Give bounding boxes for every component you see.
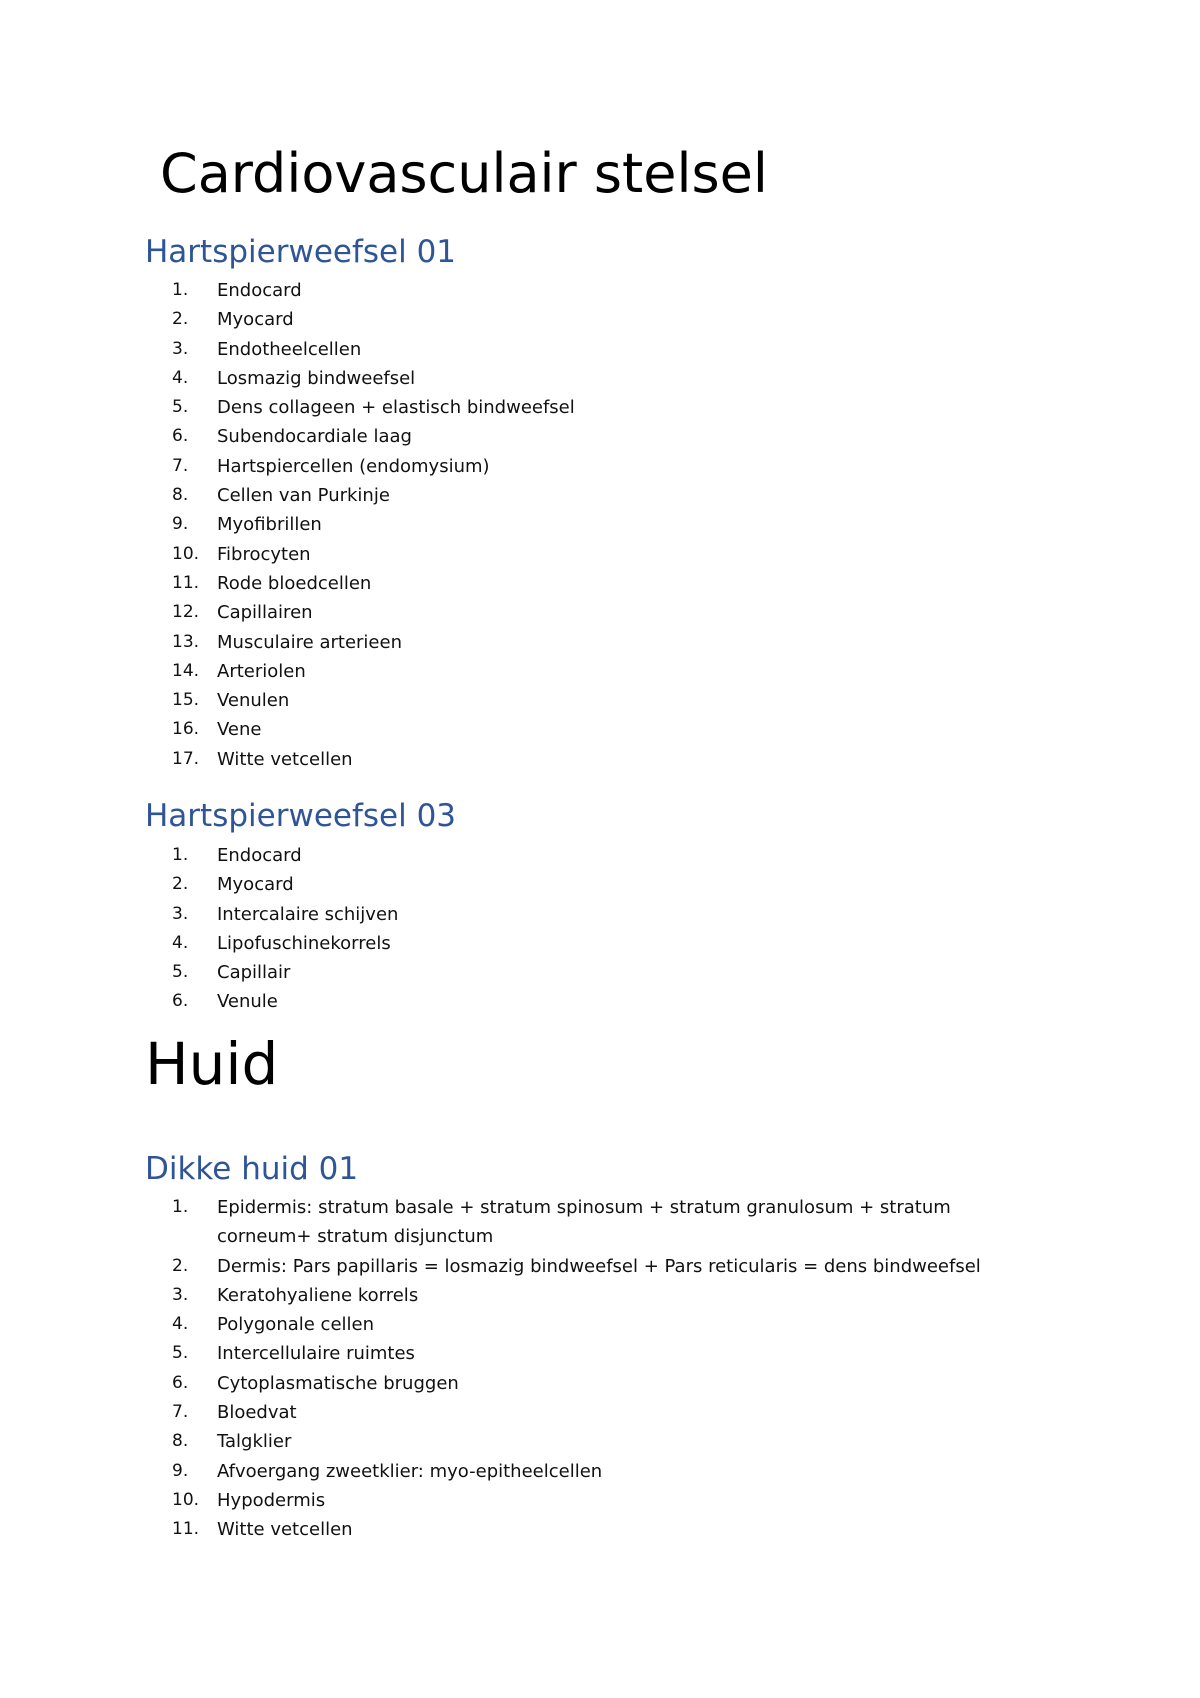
list-item-number: 4. (172, 367, 189, 388)
list-item-text: Bloedvat (217, 1402, 297, 1424)
list-item-number: 1. (172, 845, 189, 865)
list-item-number: 8. (172, 485, 189, 506)
list-item-number: 7. (172, 1402, 189, 1423)
list-item-number: 6. (172, 426, 189, 447)
list-item-number: 7. (172, 455, 189, 476)
list-item-text: Myocard (217, 309, 294, 331)
list-item-number: 4. (172, 1314, 189, 1335)
list-item-text: Endotheelcellen (217, 338, 362, 360)
list-item-text: Subendocardiale laag (217, 426, 412, 448)
list-item-number: 14. (172, 660, 200, 681)
list-item-text: Venule (217, 991, 278, 1013)
list-item-number: 9. (172, 514, 189, 535)
list-item-text: Witte vetcellen (217, 748, 353, 770)
list-item-text: Fibrocyten (217, 543, 311, 565)
list-item-text: Afvoergang zweetklier: myo-epitheelcellen (217, 1460, 603, 1482)
list-item-number: 3. (172, 1284, 189, 1305)
list-item-number: 4. (172, 932, 189, 953)
list-item-text: Witte vetcellen (217, 1519, 353, 1541)
list-item-text: Polygonale cellen (217, 1314, 375, 1336)
list-item-text: Hypodermis (217, 1489, 326, 1511)
list-item-number: 1. (172, 1197, 189, 1217)
list-item-number: 12. (172, 602, 200, 623)
list-item-number: 5. (172, 1343, 189, 1364)
list-item-number: 1. (172, 280, 189, 300)
list-item-number: 2. (172, 874, 189, 895)
list-item-number: 11. (172, 572, 200, 593)
list-item-text: Dens collageen + elastisch bindweefsel (217, 397, 575, 419)
list-item-number: 6. (172, 991, 189, 1012)
chapter-title-huid: Huid (145, 1030, 279, 1098)
section-heading-hartspierweefsel-03: Hartspierweefsel 03 (145, 798, 457, 834)
list-item-text: Myofibrillen (217, 514, 322, 536)
list-item-number: 3. (172, 903, 189, 924)
list-item-number: 2. (172, 1255, 189, 1276)
list-item-text: Hartspiercellen (endomysium) (217, 455, 490, 477)
list-item-text: Keratohyaliene korrels (217, 1284, 419, 1306)
list-item-text: Lipofuschinekorrels (217, 932, 391, 954)
list-item-number: 8. (172, 1431, 189, 1452)
list-item-number: 9. (172, 1460, 189, 1481)
list-item-text: Cytoplasmatische bruggen (217, 1372, 459, 1394)
list-item-text: Talgklier (217, 1431, 292, 1453)
list-item-number: 10. (172, 1489, 200, 1510)
list-item-text: Capillairen (217, 602, 313, 624)
list-item-text: Epidermis: stratum basale + stratum spinosum + stratum granulosum + stratum corneum+ stratum disjunctum (217, 1197, 951, 1248)
list-item-text: Intercalaire schijven (217, 903, 399, 925)
list-item-text: Dermis: Pars papillaris = losmazig bindweefsel + Pars reticularis = dens bindweefsel (217, 1255, 981, 1277)
list-item-number: 3. (172, 338, 189, 359)
list-item-text: Endocard (217, 280, 302, 301)
list-item-text: Losmazig bindweefsel (217, 367, 416, 389)
list-item-number: 5. (172, 397, 189, 418)
list-item-text: Rode bloedcellen (217, 572, 372, 594)
section-heading-dikke-huid-01: Dikke huid 01 (145, 1151, 359, 1187)
list-item-text: Venulen (217, 690, 290, 712)
list-item-text: Capillair (217, 962, 291, 984)
list-item-number: 17. (172, 748, 200, 769)
list-item-number: 15. (172, 690, 200, 711)
list-item-text: Vene (217, 719, 262, 741)
section-heading-hartspierweefsel-01: Hartspierweefsel 01 (145, 234, 457, 270)
list-item-number: 11. (172, 1519, 200, 1540)
list-item-text: Endocard (217, 845, 302, 866)
list-item-number: 6. (172, 1372, 189, 1393)
chapter-title-cardiovascular: Cardiovasculair stelsel (160, 142, 768, 205)
list-item-number: 5. (172, 962, 189, 983)
list-item-number: 16. (172, 719, 200, 740)
list-item-number: 13. (172, 631, 200, 652)
list-item-text: Intercellulaire ruimtes (217, 1343, 415, 1365)
list-item-number: 2. (172, 309, 189, 330)
list-item-text: Myocard (217, 874, 294, 896)
list-item-text: Cellen van Purkinje (217, 485, 390, 507)
list-item-text: Musculaire arterieen (217, 631, 402, 653)
list-item-text: Arteriolen (217, 660, 306, 682)
list-item-number: 10. (172, 543, 200, 564)
